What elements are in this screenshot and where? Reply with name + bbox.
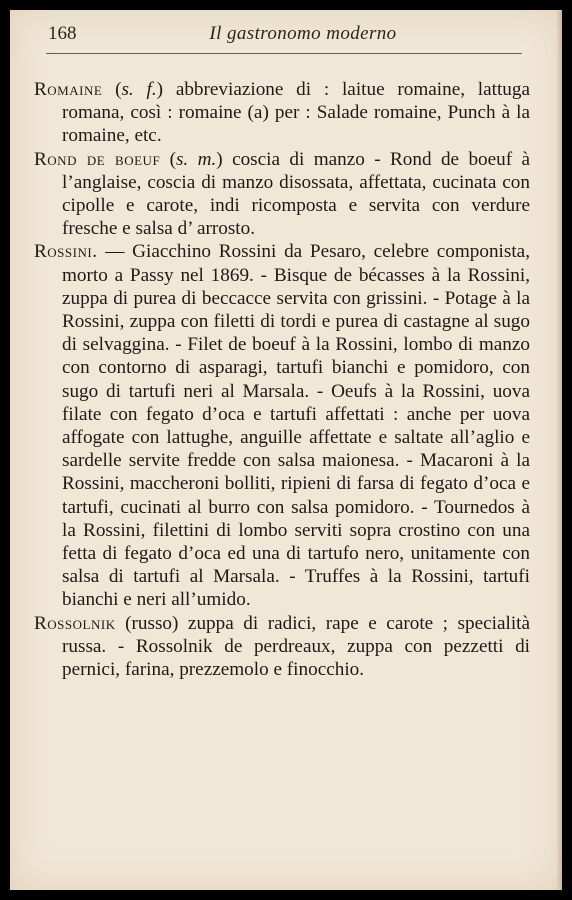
page-gutter-shadow <box>556 10 562 890</box>
entry-romaine <box>34 78 530 148</box>
entry-grammar-close: ) <box>156 79 176 100</box>
entry-rond-de-boeuf <box>34 148 530 241</box>
entry-grammar-close: ) <box>216 148 233 170</box>
running-title: Il gastronomo moderno <box>209 23 397 44</box>
entry-grammar-open: ( <box>102 79 122 100</box>
entry-headword: Rossolnik <box>34 612 116 634</box>
entry-headword: Rossini. <box>34 241 98 263</box>
entry-grammar-open: ( <box>160 148 176 170</box>
entry-grammar: s. m. <box>175 148 217 170</box>
entry-headword: Romaine <box>34 79 103 100</box>
entry-body: — Giacchino Rossini da Pesaro, celebre componista, morto a Passy nel 1869. - Bisque de bécasses à la Rossini, zuppa di purea di beccacce servita con grissini. - Potage à la Rossini, zuppa con filetti di tordi e purea di castagne al sugo di selvaggina. - Filet de boeuf à la Rossini, lombo di manzo con contorno di asparagi, tartufi bianchi e pomidoro, con sugo di tartufi neri al Marsala. - Oeufs à la Rossini, uova filate con fegato d’oca e tartufi affettati : anche per uova affogate con lattughe, anguille affettate e saltate all’aglio e sardelle servite fredde con salsa maionesa. - Macaroni à la Rossini, maccheroni bolliti, ripieni di farsa di fegato d’oca e tartufi, cucinati al burro con salsa pomidoro. - Tournedos à la Rossini, filettini di lombo serviti sopra crostino con una fetta di fegato d’oca ed una di tartufo nero, unitamente con salsa di tartufi al Marsala. - Truffes à la Rossini, tartufi bianchi e neri all’umido. <box>62 241 530 611</box>
entry-rossolnik <box>34 612 530 682</box>
entry-body: (russo) zuppa di radici, rape e carote ; specialità russa. - Rossolnik de perdreaux, zuppa con pezzetti di pernici, farina, prezzemolo e finocchio. <box>62 612 530 681</box>
entry-body: abbreviazione di : laitue romaine, lattuga romana, così : romaine (a) per : Salade romaine, Punch à la romaine, etc. <box>62 79 531 147</box>
page-number: 168 <box>48 23 77 44</box>
dictionary-entries <box>34 78 530 681</box>
header-rule <box>46 53 522 54</box>
entry-rossini <box>34 240 530 611</box>
page-header <box>48 23 522 49</box>
entry-grammar: s. f. <box>121 79 157 100</box>
entry-headword: Rond de boeuf <box>34 148 161 170</box>
book-page <box>10 10 562 890</box>
entry-body: coscia di manzo - Rond de boeuf à l’anglaise, coscia di manzo disossata, affettata, cucinata con cipolle e carote, indi ricomposta e servita con verdure fresche e salsa d’ arrosto. <box>62 148 531 240</box>
